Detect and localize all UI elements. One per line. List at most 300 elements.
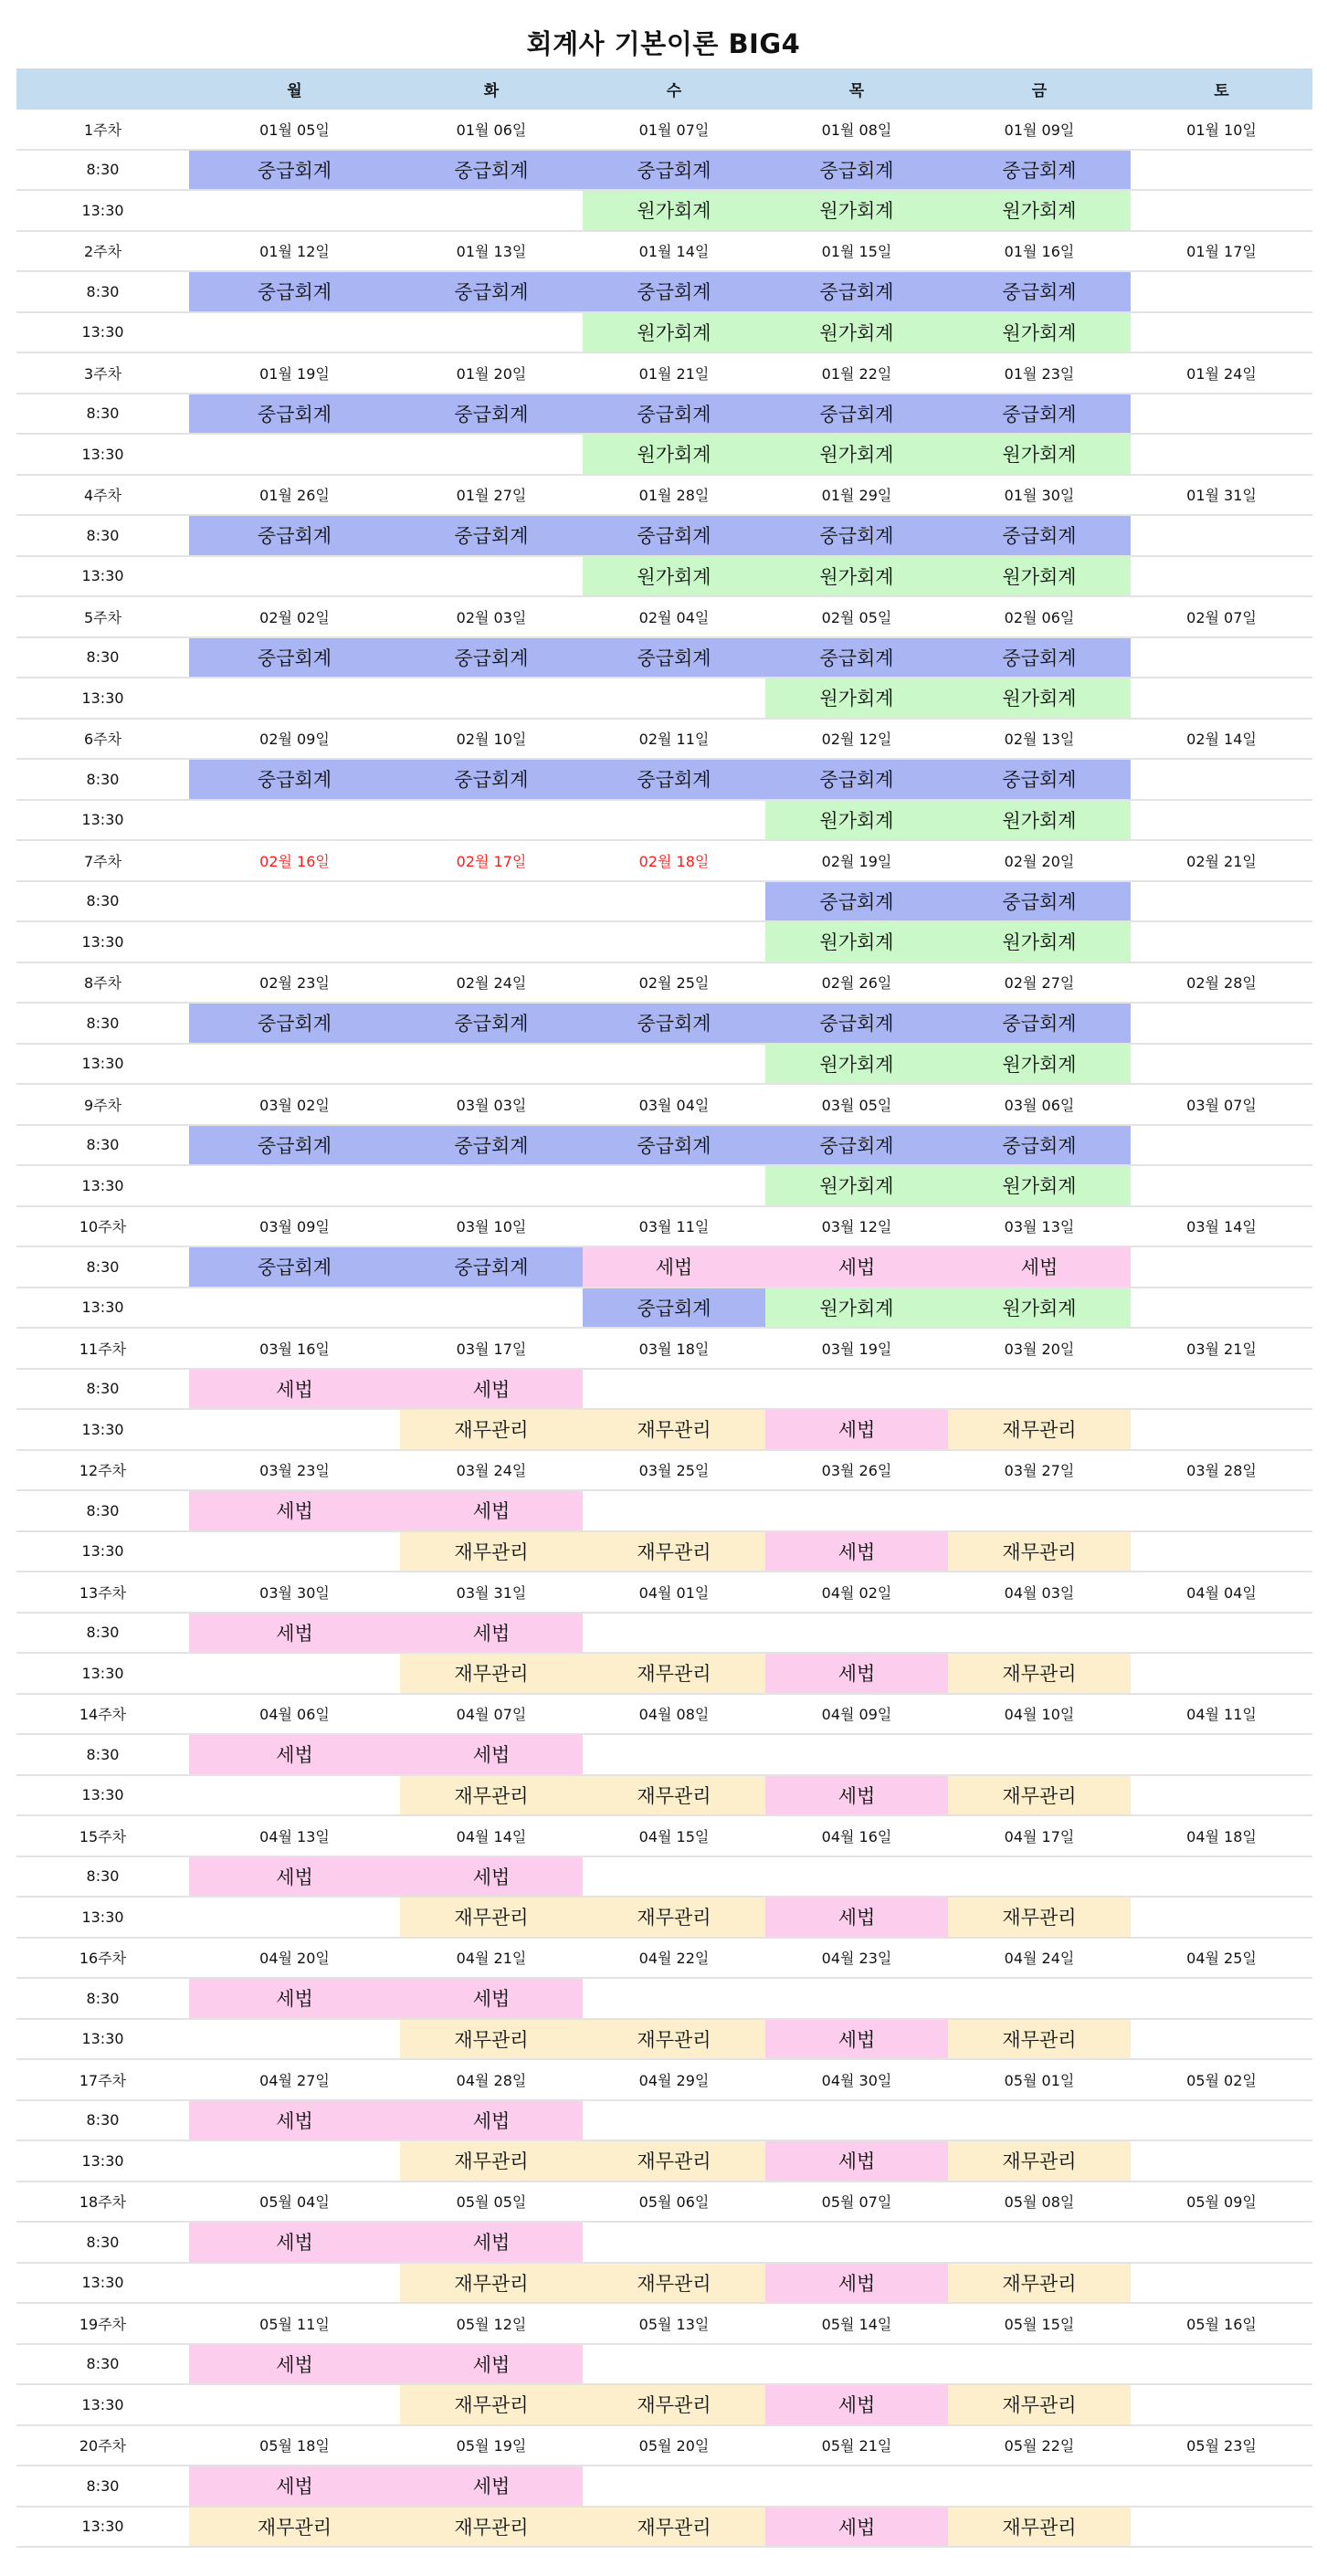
session-time: 13:30 <box>81 811 124 829</box>
date-cell: 01월 08일 <box>821 121 892 139</box>
class-block: 세법 <box>189 2345 400 2384</box>
date-cell: 05월 04일 <box>259 2193 330 2212</box>
date-cell: 01월 28일 <box>638 487 710 505</box>
morning-session-row <box>16 2101 1312 2142</box>
empty-slot <box>1131 882 1312 921</box>
class-block: 중급회계 <box>948 272 1131 311</box>
class-block: 세법 <box>400 2101 583 2140</box>
empty-slot <box>189 2020 400 2059</box>
afternoon-session-row <box>16 2385 1312 2426</box>
empty-slot <box>583 882 765 921</box>
class-block: 세법 <box>765 2264 948 2303</box>
date-cell: 04월 01일 <box>638 1583 710 1602</box>
session-time: 13:30 <box>81 1908 124 1926</box>
date-cell: 04월 10일 <box>1004 1706 1075 1724</box>
date-cell: 01월 05일 <box>259 121 330 139</box>
date-cell: 03월 14일 <box>1186 1218 1257 1236</box>
date-cell: 04월 18일 <box>1186 1827 1257 1845</box>
class-block: 재무관리 <box>583 2385 765 2424</box>
empty-slot <box>948 2345 1131 2384</box>
empty-slot <box>1131 678 1312 718</box>
empty-slot <box>948 1491 1131 1530</box>
date-cell: 04월 17일 <box>1004 1827 1075 1845</box>
week-label: 11주차 <box>79 1340 127 1358</box>
week-label: 18주차 <box>79 2193 127 2212</box>
class-block: 세법 <box>765 1247 948 1287</box>
session-time: 8:30 <box>86 770 120 788</box>
session-time: 8:30 <box>86 282 120 300</box>
date-cell: 03월 07일 <box>1186 1096 1257 1114</box>
class-block: 중급회계 <box>765 151 948 190</box>
session-time: 8:30 <box>86 1745 120 1763</box>
class-block: 세법 <box>189 2466 400 2506</box>
empty-slot <box>948 1370 1131 1409</box>
afternoon-session-row <box>16 435 1312 476</box>
empty-slot <box>1131 760 1312 799</box>
class-block: 중급회계 <box>948 516 1131 555</box>
empty-slot <box>189 435 400 474</box>
week-date-row <box>16 841 1312 882</box>
class-block: 세법 <box>765 1532 948 1572</box>
date-cell: 04월 08일 <box>638 1706 710 1724</box>
week-label: 15주차 <box>79 1827 127 1845</box>
date-cell: 03월 12일 <box>821 1218 892 1236</box>
empty-slot <box>1131 922 1312 962</box>
session-time: 13:30 <box>81 2274 124 2292</box>
class-block: 재무관리 <box>948 2264 1131 2303</box>
date-cell: 05월 18일 <box>259 2437 330 2455</box>
class-block: 중급회계 <box>948 638 1131 678</box>
class-block: 중급회계 <box>948 760 1131 799</box>
morning-session-row <box>16 882 1312 923</box>
date-cell: 02월 27일 <box>1004 974 1075 993</box>
empty-slot <box>1131 435 1312 474</box>
class-block: 중급회계 <box>189 516 400 555</box>
header-day-tue: 화 <box>483 82 500 100</box>
class-block: 재무관리 <box>400 1654 583 1693</box>
session-time: 13:30 <box>81 1664 124 1682</box>
date-cell: 01월 27일 <box>456 487 527 505</box>
empty-slot <box>765 2345 948 2384</box>
session-time: 8:30 <box>86 1380 120 1398</box>
class-block: 재무관리 <box>400 2385 583 2424</box>
session-time: 13:30 <box>81 2395 124 2413</box>
week-label: 9주차 <box>83 1096 122 1114</box>
morning-session-row <box>16 1126 1312 1167</box>
date-cell: 01월 22일 <box>821 364 892 383</box>
empty-slot <box>1131 1045 1312 1084</box>
empty-slot <box>400 678 583 718</box>
empty-slot <box>189 191 400 230</box>
afternoon-session-row <box>16 801 1312 842</box>
session-time: 8:30 <box>86 1624 120 1642</box>
class-block: 재무관리 <box>400 2264 583 2303</box>
class-block: 중급회계 <box>583 638 765 678</box>
empty-slot <box>400 922 583 962</box>
date-cell: 01월 13일 <box>456 243 527 261</box>
date-cell: 03월 13일 <box>1004 1218 1075 1236</box>
empty-slot <box>1131 191 1312 230</box>
class-block: 원가회계 <box>765 191 948 230</box>
empty-slot <box>189 2385 400 2424</box>
class-block: 중급회계 <box>765 1126 948 1165</box>
class-block: 재무관리 <box>583 1532 765 1572</box>
session-time: 8:30 <box>86 405 120 423</box>
date-cell: 01월 12일 <box>259 243 330 261</box>
date-cell: 05월 12일 <box>456 2315 527 2333</box>
session-time: 8:30 <box>86 892 120 910</box>
session-time: 13:30 <box>81 445 124 463</box>
session-time: 13:30 <box>81 1420 124 1438</box>
afternoon-session-row <box>16 1045 1312 1086</box>
empty-slot <box>583 1491 765 1530</box>
morning-session-row <box>16 1979 1312 2020</box>
class-block: 세법 <box>400 1979 583 2018</box>
date-cell: 04월 30일 <box>821 2071 892 2089</box>
empty-slot <box>948 1857 1131 1897</box>
empty-slot <box>1131 1491 1312 1530</box>
session-time: 13:30 <box>81 567 124 585</box>
class-block: 중급회계 <box>583 272 765 311</box>
class-block: 중급회계 <box>583 516 765 555</box>
class-block: 중급회계 <box>189 272 400 311</box>
class-block: 중급회계 <box>189 151 400 190</box>
morning-session-row <box>16 1735 1312 1776</box>
afternoon-session-row <box>16 2141 1312 2182</box>
afternoon-session-row <box>16 1288 1312 1330</box>
class-block: 재무관리 <box>583 1654 765 1693</box>
empty-slot <box>583 1045 765 1084</box>
session-time: 8:30 <box>86 2111 120 2129</box>
class-block: 중급회계 <box>400 272 583 311</box>
empty-slot <box>583 922 765 962</box>
class-block: 재무관리 <box>948 1654 1131 1693</box>
empty-slot <box>1131 516 1312 555</box>
empty-slot <box>400 1166 583 1205</box>
class-block: 원가회계 <box>948 1288 1131 1328</box>
date-cell: 03월 18일 <box>638 1340 710 1358</box>
date-cell: 04월 27일 <box>259 2071 330 2089</box>
session-time: 8:30 <box>86 2233 120 2251</box>
empty-slot <box>765 1979 948 2018</box>
class-block: 중급회계 <box>189 1126 400 1165</box>
week-label: 2주차 <box>83 243 122 261</box>
empty-slot <box>1131 2223 1312 2262</box>
morning-session-row <box>16 1491 1312 1532</box>
session-time: 13:30 <box>81 1055 124 1073</box>
date-cell: 01월 14일 <box>638 243 710 261</box>
empty-slot <box>1131 394 1312 434</box>
week-label: 5주차 <box>83 608 122 626</box>
class-block: 세법 <box>583 1247 765 1287</box>
empty-slot <box>765 2101 948 2140</box>
session-time: 8:30 <box>86 1867 120 1886</box>
week-date-row <box>16 963 1312 1004</box>
date-cell: 03월 16일 <box>259 1340 330 1358</box>
date-cell: 02월 28일 <box>1186 974 1257 993</box>
class-block: 세법 <box>765 1654 948 1693</box>
schedule-rows <box>16 110 1312 2548</box>
class-block: 중급회계 <box>189 760 400 799</box>
date-cell: 04월 16일 <box>821 1827 892 1845</box>
week-date-row <box>16 720 1312 761</box>
empty-slot <box>948 2466 1131 2506</box>
empty-slot <box>400 313 583 352</box>
morning-session-row <box>16 516 1312 557</box>
class-block: 재무관리 <box>400 2508 583 2547</box>
empty-slot <box>1131 2466 1312 2506</box>
date-cell: 02월 26일 <box>821 974 892 993</box>
date-cell: 03월 04일 <box>638 1096 710 1114</box>
class-block: 세법 <box>400 1857 583 1897</box>
session-time: 8:30 <box>86 526 120 544</box>
date-cell: 02월 19일 <box>821 852 892 870</box>
session-time: 8:30 <box>86 648 120 667</box>
week-label: 12주차 <box>79 1462 127 1480</box>
class-block: 원가회계 <box>948 801 1131 840</box>
date-cell: 03월 31일 <box>456 1583 527 1602</box>
date-cell: 04월 20일 <box>259 1950 330 1968</box>
week-date-row <box>16 1329 1312 1370</box>
class-block: 중급회계 <box>400 151 583 190</box>
class-block: 원가회계 <box>765 557 948 596</box>
date-cell: 04월 28일 <box>456 2071 527 2089</box>
afternoon-session-row <box>16 2264 1312 2305</box>
empty-slot <box>1131 1288 1312 1328</box>
week-label: 3주차 <box>83 364 122 383</box>
empty-slot <box>583 1614 765 1653</box>
empty-slot <box>189 882 400 921</box>
week-date-row <box>16 1451 1312 1492</box>
session-time: 13:30 <box>81 2518 124 2536</box>
date-cell: 04월 03일 <box>1004 1583 1075 1602</box>
class-block: 중급회계 <box>400 638 583 678</box>
date-cell: 04월 24일 <box>1004 1950 1075 1968</box>
empty-slot <box>1131 313 1312 352</box>
date-cell: 01월 17일 <box>1186 243 1257 261</box>
class-block: 원가회계 <box>948 922 1131 962</box>
class-block: 원가회계 <box>948 678 1131 718</box>
date-cell: 05월 11일 <box>259 2315 330 2333</box>
empty-slot <box>400 191 583 230</box>
date-cell: 03월 03일 <box>456 1096 527 1114</box>
class-block: 세법 <box>765 2020 948 2059</box>
session-time: 13:30 <box>81 1176 124 1194</box>
empty-slot <box>583 1857 765 1897</box>
class-block: 중급회계 <box>948 394 1131 434</box>
class-block: 세법 <box>765 2385 948 2424</box>
empty-slot <box>1131 272 1312 311</box>
date-cell: 04월 21일 <box>456 1950 527 1968</box>
morning-session-row <box>16 272 1312 313</box>
date-cell: 03월 27일 <box>1004 1462 1075 1480</box>
class-block: 중급회계 <box>189 1247 400 1287</box>
empty-slot <box>948 2223 1131 2262</box>
empty-slot <box>189 557 400 596</box>
date-cell: 05월 06일 <box>638 2193 710 2212</box>
class-block: 세법 <box>189 2223 400 2262</box>
class-block: 재무관리 <box>400 1776 583 1815</box>
date-cell: 01월 09일 <box>1004 121 1075 139</box>
date-cell: 05월 14일 <box>821 2315 892 2333</box>
date-cell: 05월 16일 <box>1186 2315 1257 2333</box>
afternoon-session-row <box>16 1654 1312 1695</box>
week-label: 1주차 <box>83 121 122 139</box>
empty-slot <box>948 1614 1131 1653</box>
week-date-row <box>16 110 1312 151</box>
empty-slot <box>1131 2141 1312 2181</box>
date-cell: 01월 06일 <box>456 121 527 139</box>
date-cell: 01월 26일 <box>259 487 330 505</box>
empty-slot <box>1131 557 1312 596</box>
class-block: 중급회계 <box>400 394 583 434</box>
class-block: 중급회계 <box>765 760 948 799</box>
week-label: 13주차 <box>79 1583 127 1602</box>
empty-slot <box>189 1166 400 1205</box>
date-cell: 02월 05일 <box>821 608 892 626</box>
date-cell: 05월 15일 <box>1004 2315 1075 2333</box>
empty-slot <box>189 922 400 962</box>
date-cell: 04월 09일 <box>821 1706 892 1724</box>
class-block: 재무관리 <box>948 1776 1131 1815</box>
class-block: 원가회계 <box>948 313 1131 352</box>
morning-session-row <box>16 151 1312 192</box>
empty-slot <box>948 2101 1131 2140</box>
class-block: 재무관리 <box>400 2020 583 2059</box>
class-block: 재무관리 <box>400 1898 583 1937</box>
week-label: 8주차 <box>83 974 122 993</box>
date-cell: 01월 19일 <box>259 364 330 383</box>
date-cell: 04월 07일 <box>456 1706 527 1724</box>
class-block: 중급회계 <box>583 760 765 799</box>
date-cell: 03월 11일 <box>638 1218 710 1236</box>
session-time: 13:30 <box>81 932 124 951</box>
session-time: 8:30 <box>86 1989 120 2007</box>
class-block: 원가회계 <box>948 435 1131 474</box>
afternoon-session-row <box>16 922 1312 963</box>
class-block: 재무관리 <box>948 2508 1131 2547</box>
empty-slot <box>765 2223 948 2262</box>
class-block: 세법 <box>948 1247 1131 1287</box>
class-block: 중급회계 <box>948 151 1131 190</box>
class-block: 재무관리 <box>583 2508 765 2547</box>
empty-slot <box>1131 801 1312 840</box>
holiday-date-cell: 02월 18일 <box>638 852 710 870</box>
morning-session-row <box>16 760 1312 801</box>
date-cell: 03월 05일 <box>821 1096 892 1114</box>
class-block: 중급회계 <box>765 516 948 555</box>
date-cell: 02월 11일 <box>638 731 710 749</box>
empty-slot <box>948 1735 1131 1774</box>
date-cell: 02월 10일 <box>456 731 527 749</box>
class-block: 원가회계 <box>765 435 948 474</box>
empty-slot <box>583 678 765 718</box>
morning-session-row <box>16 1370 1312 1411</box>
date-cell: 05월 21일 <box>821 2437 892 2455</box>
empty-slot <box>1131 151 1312 190</box>
class-block: 원가회계 <box>583 435 765 474</box>
week-date-row <box>16 1695 1312 1736</box>
date-cell: 03월 19일 <box>821 1340 892 1358</box>
afternoon-session-row <box>16 557 1312 598</box>
date-cell: 03월 10일 <box>456 1218 527 1236</box>
week-label: 16주차 <box>79 1950 127 1968</box>
class-block: 중급회계 <box>189 1004 400 1043</box>
class-block: 원가회계 <box>583 557 765 596</box>
class-block: 중급회계 <box>583 1004 765 1043</box>
empty-slot <box>583 801 765 840</box>
class-block: 중급회계 <box>583 1288 765 1328</box>
afternoon-session-row <box>16 313 1312 354</box>
date-cell: 02월 09일 <box>259 731 330 749</box>
empty-slot <box>1131 1166 1312 1205</box>
class-block: 세법 <box>189 1979 400 2018</box>
class-block: 원가회계 <box>583 191 765 230</box>
class-block: 원가회계 <box>948 557 1131 596</box>
class-block: 세법 <box>189 1614 400 1653</box>
class-block: 재무관리 <box>400 1410 583 1449</box>
class-block: 중급회계 <box>948 882 1131 921</box>
week-date-row <box>16 353 1312 394</box>
class-block: 재무관리 <box>583 2020 765 2059</box>
empty-slot <box>1131 1126 1312 1165</box>
empty-slot <box>189 678 400 718</box>
morning-session-row <box>16 2345 1312 2386</box>
class-block: 중급회계 <box>765 1004 948 1043</box>
afternoon-session-row <box>16 2020 1312 2061</box>
date-cell: 03월 25일 <box>638 1462 710 1480</box>
class-block: 재무관리 <box>583 2264 765 2303</box>
class-block: 중급회계 <box>400 1004 583 1043</box>
date-cell: 05월 01일 <box>1004 2071 1075 2089</box>
class-block: 중급회계 <box>948 1126 1131 1165</box>
date-cell: 01월 31일 <box>1186 487 1257 505</box>
date-cell: 04월 02일 <box>821 1583 892 1602</box>
empty-slot <box>189 1532 400 1572</box>
empty-slot <box>1131 2020 1312 2059</box>
empty-slot <box>1131 2101 1312 2140</box>
date-cell: 02월 07일 <box>1186 608 1257 626</box>
date-cell: 04월 11일 <box>1186 1706 1257 1724</box>
class-block: 재무관리 <box>400 2141 583 2181</box>
date-cell: 05월 02일 <box>1186 2071 1257 2089</box>
date-cell: 04월 22일 <box>638 1950 710 1968</box>
session-time: 8:30 <box>86 1257 120 1276</box>
class-block: 재무관리 <box>189 2508 400 2547</box>
date-cell: 01월 10일 <box>1186 121 1257 139</box>
session-time: 13:30 <box>81 323 124 342</box>
class-block: 원가회계 <box>765 1045 948 1084</box>
header-corner <box>16 68 189 110</box>
empty-slot <box>948 1979 1131 2018</box>
date-cell: 05월 08일 <box>1004 2193 1075 2212</box>
date-cell: 01월 20일 <box>456 364 527 383</box>
afternoon-session-row <box>16 1898 1312 1939</box>
empty-slot <box>583 2101 765 2140</box>
empty-slot <box>1131 1979 1312 2018</box>
page-title: 회계사 기본이론 BIG4 <box>526 28 801 59</box>
week-date-row <box>16 1939 1312 1980</box>
date-cell: 03월 17일 <box>456 1340 527 1358</box>
morning-session-row <box>16 1004 1312 1045</box>
class-block: 원가회계 <box>765 313 948 352</box>
class-block: 재무관리 <box>948 1410 1131 1449</box>
class-block: 재무관리 <box>400 1532 583 1572</box>
class-block: 세법 <box>189 2101 400 2140</box>
empty-slot <box>1131 1004 1312 1043</box>
class-block: 원가회계 <box>765 1288 948 1328</box>
date-cell: 01월 21일 <box>638 364 710 383</box>
